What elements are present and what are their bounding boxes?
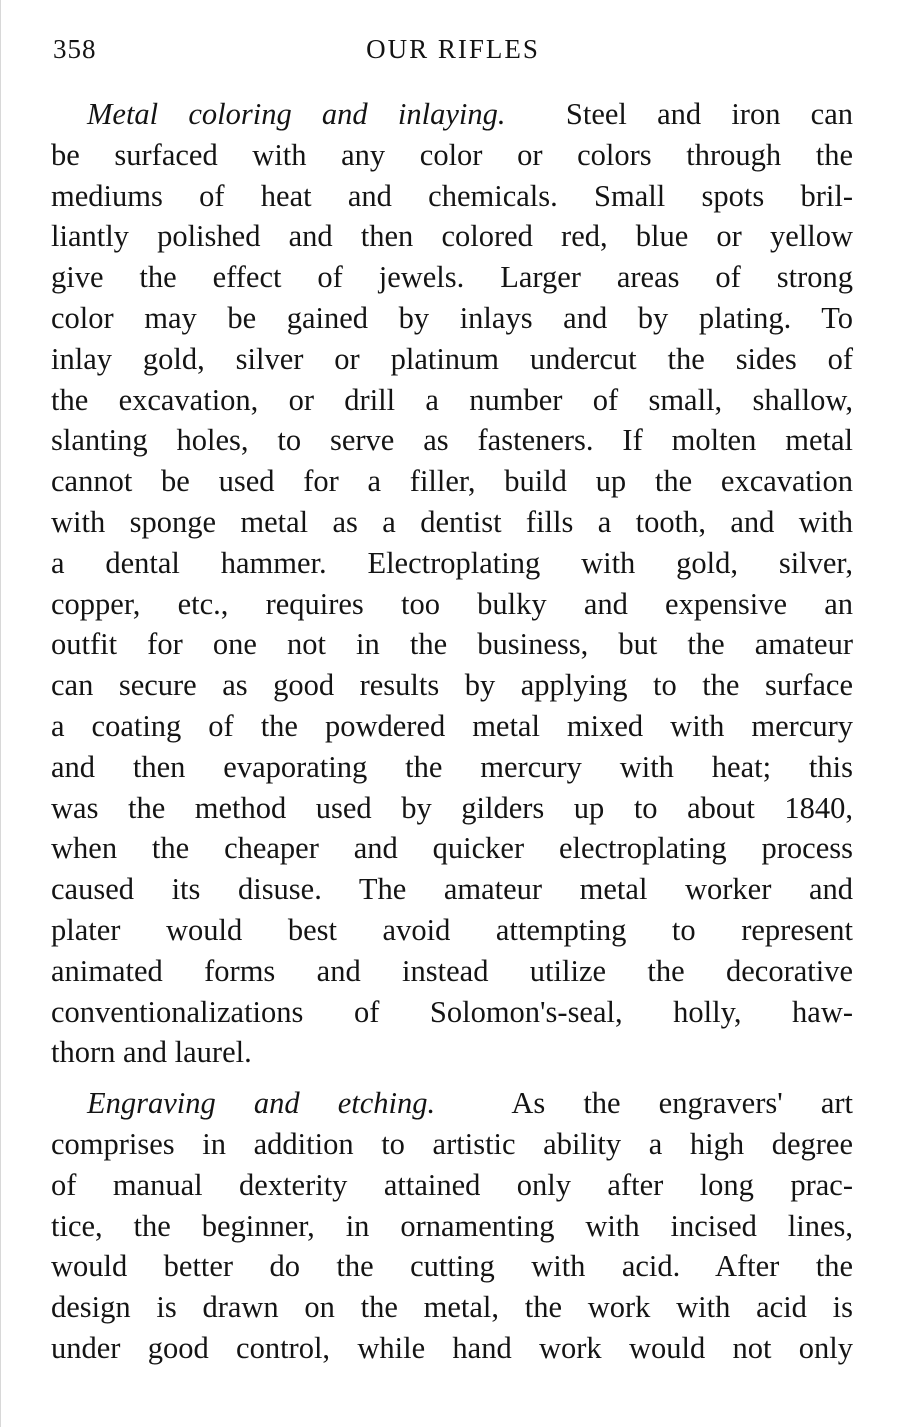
text-line: and then evaporating the mercury with heat; this	[51, 749, 853, 784]
text-line: a dental hammer. Electroplating with gold, silver,	[51, 545, 853, 580]
text-line: when the cheaper and quicker electroplating process	[51, 831, 853, 866]
text-line: with sponge metal as a dentist fills a tooth, and with	[51, 504, 853, 539]
page-header	[53, 34, 853, 74]
text-line: be surfaced with any color or colors through the	[51, 137, 853, 172]
text-line: mediums of heat and chemicals. Small spots bril-	[51, 178, 853, 213]
text-line: was the method used by gilders up to about 1840,	[51, 790, 853, 825]
text-line: under good control, while hand work would not only	[51, 1330, 853, 1365]
text-line: conventionalizations of Solomon's-seal, holly, haw-	[51, 994, 853, 1029]
text-line: Engraving and etching. As the engravers' art	[87, 1086, 853, 1121]
text-line: a coating of the powdered metal mixed with mercury	[51, 708, 853, 743]
text-line: inlay gold, silver or platinum undercut the sides of	[51, 341, 853, 376]
text-line: copper, etc., requires too bulky and expensive an	[51, 586, 853, 621]
text-line: animated forms and instead utilize the decorative	[51, 953, 853, 988]
text-line: Metal coloring and inlaying. Steel and iron can	[87, 97, 853, 131]
text-line: give the effect of jewels. Larger areas of strong	[51, 260, 853, 295]
text-line: would better do the cutting with acid. After the	[51, 1249, 853, 1284]
text-line: color may be gained by inlays and by plating. To	[51, 300, 853, 335]
text-line: liantly polished and then colored red, blue or yellow	[51, 219, 853, 254]
text-line: tice, the beginner, in ornamenting with incised lines,	[51, 1208, 853, 1243]
text-line: outfit for one not in the business, but the amateur	[51, 627, 853, 662]
section-heading: Engraving and etching.	[87, 1086, 436, 1121]
running-title: OUR RIFLES	[366, 34, 540, 64]
page-number: 358	[53, 34, 97, 64]
text-line: thorn and laurel.	[51, 1035, 252, 1070]
text-line: design is drawn on the metal, the work with acid is	[51, 1290, 853, 1325]
text-line: can secure as good results by applying to the surface	[51, 668, 853, 703]
text-line: of manual dexterity attained only after long prac-	[51, 1167, 853, 1202]
paragraph-engraving-etching	[51, 1083, 853, 1369]
text-line: slanting holes, to serve as fasteners. If molten metal	[51, 423, 853, 458]
text-line: plater would best avoid attempting to represent	[51, 912, 853, 947]
text-line: the excavation, or drill a number of small, shallow,	[51, 382, 853, 417]
body-text	[51, 94, 853, 1369]
paragraph-metal-coloring	[51, 94, 853, 1073]
text-line: cannot be used for a filler, build up the excavation	[51, 464, 853, 499]
text-line: caused its disuse. The amateur metal worker and	[51, 872, 853, 907]
section-heading: Metal coloring and inlaying.	[87, 97, 506, 131]
text-line: comprises in addition to artistic ability a high degree	[51, 1126, 853, 1161]
